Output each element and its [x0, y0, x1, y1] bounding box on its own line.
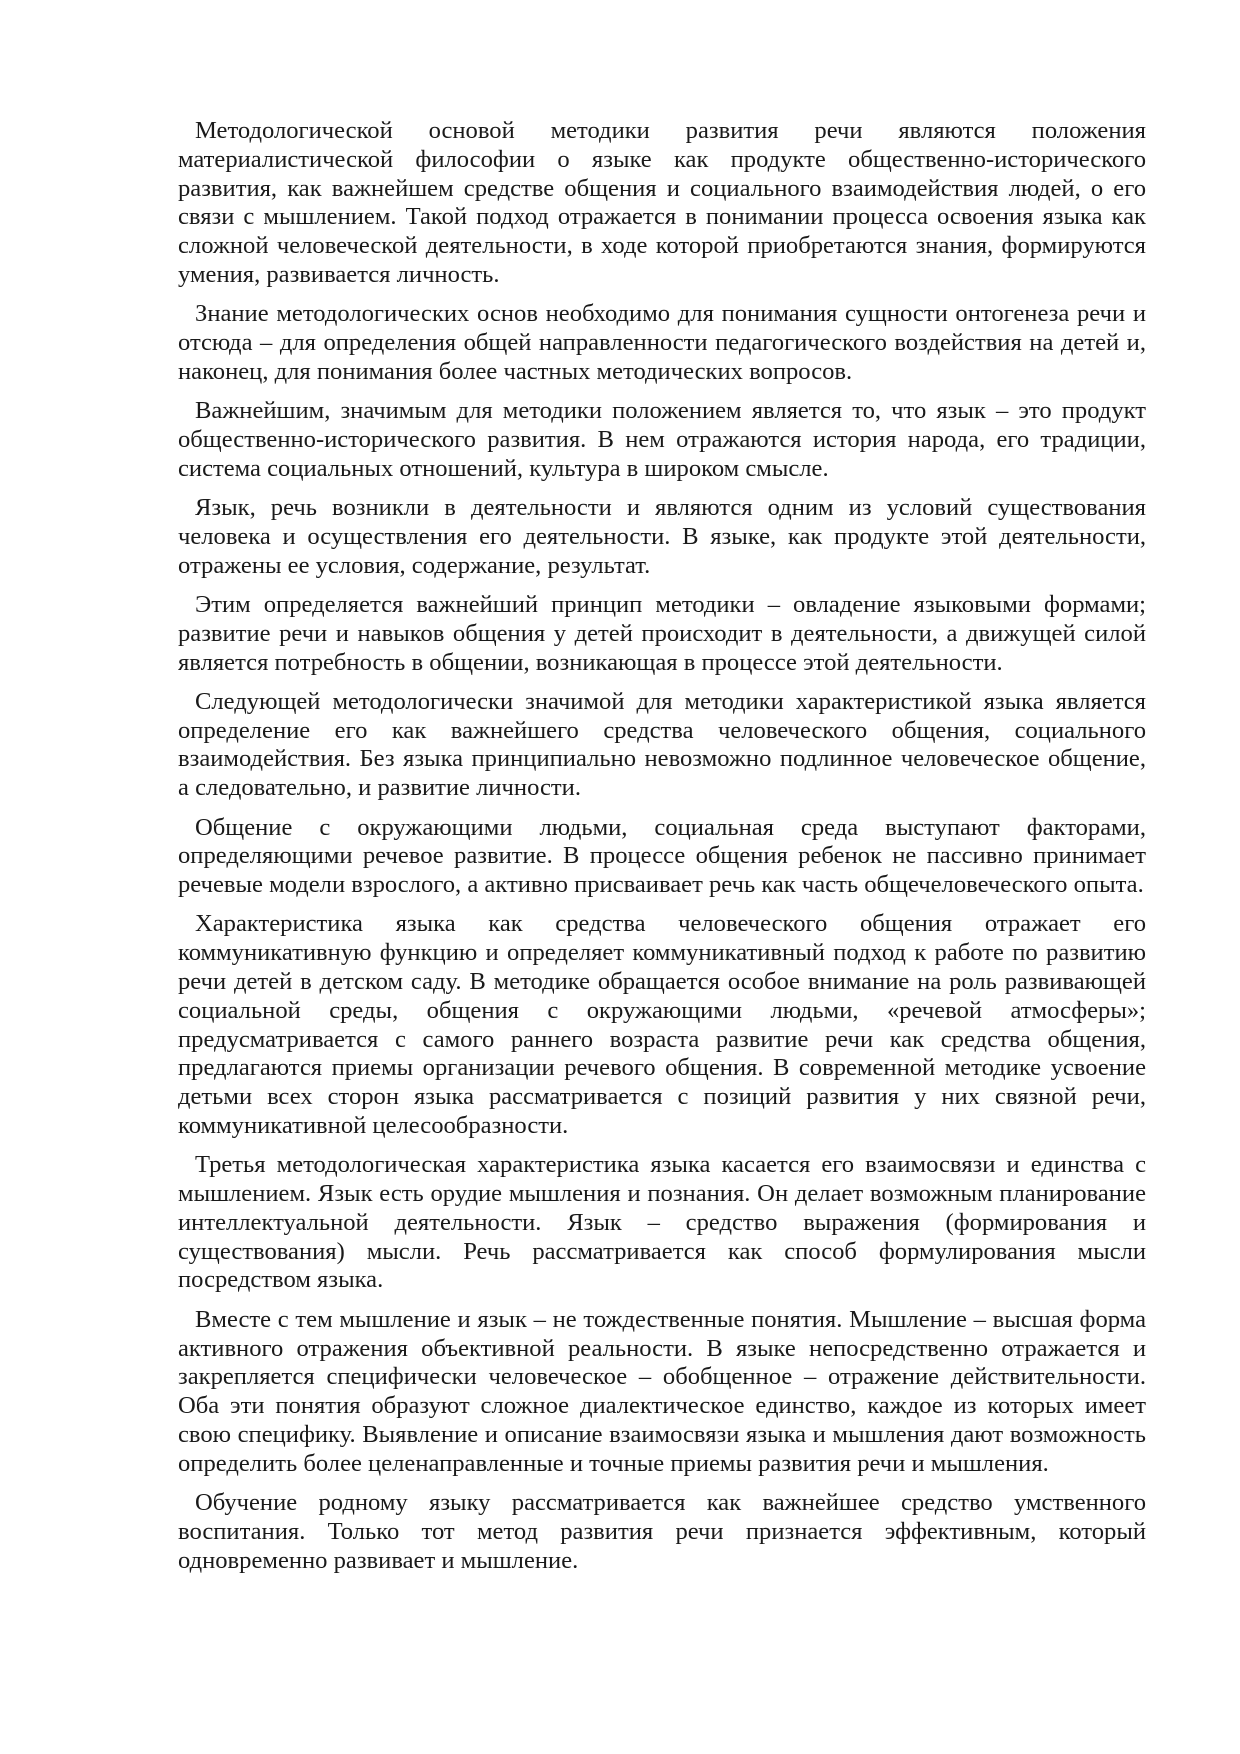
paragraph-7: Общение с окружающими людьми, социальная среда выступают факторами, определяющими речевое развитие. В процессе общения ребенок не пассивно принимает речевые модели взрослого, а активно присваивает речь как часть общечеловеческого опыта.: [178, 813, 1146, 899]
paragraph-3: Важнейшим, значимым для методики положением является то, что язык – это продукт общественно-исторического развития. В нем отражаются история народа, его традиции, система социальных отношений, культура в широком смысле.: [178, 397, 1146, 482]
paragraph-2: Знание методологических основ необходимо для понимания сущности онтогенеза речи и отсюда – для определения общей направленности педагогического воздействия на детей и, наконец, для понимания более частных методических вопросов.: [178, 300, 1146, 385]
paragraph-6: Следующей методологически значимой для методики характеристикой языка является определение его как важнейшего средства человеческого общения, социального взаимодействия. Без языка принципиально невозможно подлинное человеческое общение, а следовательно, и развитие личности.: [178, 687, 1146, 802]
paragraph-1: Методологической основой методики развития речи являются положения материалистической философии о языке как продукте общественно-исторического развития, как важнейшем средстве общения и социального взаимодействия людей, о его связи с мышлением. Такой подход отражается в понимании процесса освоения языка как сложной человеческой деятельности, в ходе которой приобретаются знания, формируются умения, развивается личность.: [178, 117, 1146, 288]
paragraph-11: Обучение родному языку рассматривается как важнейшее средство умственного воспитания. Только тот метод развития речи признается эффективным, который одновременно развивает и мышление.: [178, 1489, 1146, 1574]
paragraph-10: Вместе с тем мышление и язык – не тождественные понятия. Мышление – высшая форма активного отражения объективной реальности. В языке непосредственно отражается и закрепляется специфически человеческое – обобщенное – отражение действительности. Оба эти понятия образуют сложное диалектическое единство, каждое из которых имеет свою специфику. Выявление и описание взаимосвязи языка и мышления дают возможность определить более целенаправленные и точные приемы развития речи и мышления.: [178, 1305, 1146, 1477]
paragraph-8: Характеристика языка как средства человеческого общения отражает его коммуникативную функцию и определяет коммуникативный подход к работе по развитию речи детей в детском саду. В методике обращается особое внимание на роль развивающей социальной среды, общения с окружающими людьми, «речевой атмосферы»; предусматривается с самого раннего возраста развитие речи как средства общения, предлагаются приемы организации речевого общения. В современной методике усвоение детьми всех сторон языка рассматривается с позиций развития у них связной речи, коммуникативной целесообразности.: [178, 910, 1146, 1139]
paragraph-9: Третья методологическая характеристика языка касается его взаимосвязи и единства с мышлением. Язык есть орудие мышления и познания. Он делает возможным планирование интеллектуальной деятельности. Язык – средство выражения (формирования и существования) мысли. Речь рассматривается как способ формулирования мысли посредством языка.: [178, 1151, 1146, 1294]
paragraph-4: Язык, речь возникли в деятельности и являются одним из условий существования человека и осуществления его деятельности. В языке, как продукте этой деятельности, отражены ее условия, содержание, результат.: [178, 494, 1146, 579]
document-page: [178, 117, 1146, 1586]
paragraph-5: Этим определяется важнейший принцип методики – овладение языковыми формами; развитие речи и навыков общения у детей происходит в деятельности, а движущей силой является потребность в общении, возникающая в процессе этой деятельности.: [178, 590, 1146, 676]
